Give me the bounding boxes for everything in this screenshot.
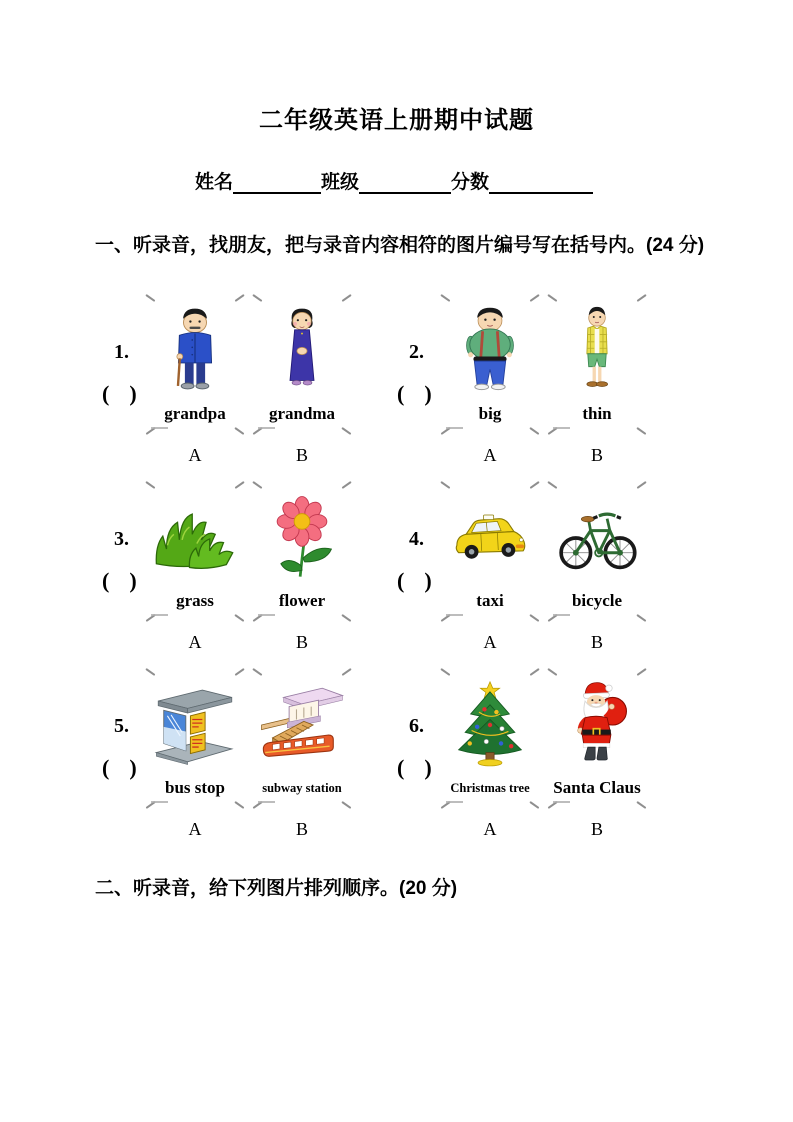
corner-tick	[235, 613, 245, 621]
flashcard-bus-stop	[145, 667, 245, 813]
blank-line	[489, 174, 593, 194]
question-left-gutter	[100, 667, 145, 839]
flashcard-word: thin	[582, 404, 612, 423]
bicycle-illustration	[551, 486, 643, 590]
option-letter: A	[188, 632, 202, 652]
option-letter: B	[590, 445, 603, 465]
flashcard-word: bus stop	[164, 778, 225, 797]
question-left-gutter	[100, 480, 145, 652]
santa-claus-illustration	[551, 673, 643, 777]
corner-tick	[342, 613, 352, 621]
flashcard-big-boy	[440, 293, 540, 439]
option-column	[440, 293, 540, 465]
corner-tick	[637, 426, 647, 434]
card-fineprint	[553, 614, 570, 616]
option-letter: B	[295, 445, 308, 465]
option-column	[145, 480, 245, 652]
option-column	[252, 480, 352, 652]
student-info-line	[195, 167, 593, 194]
corner-tick	[530, 800, 540, 808]
blank-line	[233, 174, 321, 194]
flower-illustration	[256, 486, 348, 590]
card-fineprint	[258, 801, 275, 803]
option-cards	[145, 667, 352, 839]
question-left-gutter	[395, 667, 440, 839]
option-column	[145, 667, 245, 839]
info-label: 班级	[321, 172, 360, 193]
card-fineprint	[151, 801, 168, 803]
option-cards	[440, 480, 647, 652]
flashcard-word: subway station	[262, 781, 342, 795]
corner-tick	[235, 800, 245, 808]
option-cards	[440, 293, 647, 465]
question-left-gutter	[395, 480, 440, 652]
flashcard-taxi	[440, 480, 540, 626]
option-column	[547, 667, 647, 839]
option-letter: B	[590, 819, 603, 839]
answer-bracket: ( )	[397, 381, 435, 406]
flashcard-word: bicycle	[571, 591, 623, 610]
section-one-items	[100, 293, 647, 839]
card-fineprint	[446, 427, 463, 429]
question-number: 4.	[409, 528, 424, 550]
option-letter: A	[483, 819, 497, 839]
big-boy-illustration	[444, 299, 536, 403]
page-title: 二年级英语上册期中试题	[259, 107, 534, 134]
question-number: 3.	[114, 528, 129, 550]
option-column	[252, 667, 352, 839]
card-fineprint	[446, 614, 463, 616]
flashcard-subway-station	[252, 667, 352, 813]
option-column	[547, 293, 647, 465]
flashcard-bicycle	[547, 480, 647, 626]
flashcard-word: Christmas tree	[450, 781, 530, 795]
option-letter: A	[188, 445, 202, 465]
answer-bracket: ( )	[102, 381, 140, 406]
info-label: 分数	[451, 172, 490, 193]
card-fineprint	[258, 614, 275, 616]
question-item	[395, 293, 647, 465]
info-label: 姓名	[195, 172, 234, 193]
section-two-heading: 二、听录音，给下列图片排列顺序。(20 分)	[95, 878, 458, 899]
option-column	[252, 293, 352, 465]
corner-tick	[637, 613, 647, 621]
flashcard-word: taxi	[476, 591, 504, 610]
option-letter: A	[188, 819, 202, 839]
option-column	[145, 293, 245, 465]
option-column	[547, 480, 647, 652]
option-letter: A	[483, 445, 497, 465]
option-cards	[145, 480, 352, 652]
flashcard-christmas-tree	[440, 667, 540, 813]
answer-bracket: ( )	[102, 568, 140, 593]
question-left-gutter	[395, 293, 440, 465]
question-number: 6.	[409, 715, 424, 737]
option-letter: B	[295, 819, 308, 839]
flashcard-word: big	[478, 404, 502, 423]
option-letter: B	[590, 632, 603, 652]
question-number: 1.	[114, 341, 129, 363]
flashcard-grass	[145, 480, 245, 626]
corner-tick	[342, 800, 352, 808]
option-cards	[145, 293, 352, 465]
question-number: 2.	[409, 341, 424, 363]
flashcard-thin-boy	[547, 293, 647, 439]
flashcard-grandpa	[145, 293, 245, 439]
question-item	[100, 293, 352, 465]
corner-tick	[530, 613, 540, 621]
flashcard-word: grandma	[268, 404, 336, 423]
corner-tick	[235, 426, 245, 434]
flashcard-word: grandpa	[164, 404, 226, 423]
card-fineprint	[151, 427, 168, 429]
flashcard-word: flower	[278, 591, 326, 610]
blank-line	[359, 174, 451, 194]
answer-bracket: ( )	[397, 568, 435, 593]
option-letter: A	[483, 632, 497, 652]
subway-station-illustration	[256, 673, 348, 777]
question-item	[395, 667, 647, 839]
grass-illustration	[149, 486, 241, 590]
card-fineprint	[446, 801, 463, 803]
question-item	[395, 480, 647, 652]
flashcard-word: grass	[176, 591, 214, 610]
card-fineprint	[553, 427, 570, 429]
question-item	[100, 667, 352, 839]
thin-boy-illustration	[551, 299, 643, 403]
option-column	[440, 480, 540, 652]
flashcard-grandma	[252, 293, 352, 439]
corner-tick	[342, 426, 352, 434]
christmas-tree-illustration	[444, 673, 536, 777]
answer-bracket: ( )	[102, 755, 140, 780]
flashcard-word: Santa Claus	[553, 778, 641, 797]
grandpa-illustration	[149, 299, 241, 403]
taxi-illustration	[444, 486, 536, 590]
question-left-gutter	[100, 293, 145, 465]
question-number: 5.	[114, 715, 129, 737]
corner-tick	[530, 426, 540, 434]
section-one-heading: 一、听录音，找朋友，把与录音内容相符的图片编号写在括号内。(24 分)	[95, 235, 705, 256]
grandma-illustration	[256, 299, 348, 403]
card-fineprint	[553, 801, 570, 803]
option-letter: B	[295, 632, 308, 652]
answer-bracket: ( )	[397, 755, 435, 780]
flashcard-santa-claus	[547, 667, 647, 813]
question-item	[100, 480, 352, 652]
corner-tick	[637, 800, 647, 808]
option-column	[440, 667, 540, 839]
card-fineprint	[258, 427, 275, 429]
option-cards	[440, 667, 647, 839]
bus-stop-illustration	[149, 673, 241, 777]
flashcard-flower	[252, 480, 352, 626]
card-fineprint	[151, 614, 168, 616]
